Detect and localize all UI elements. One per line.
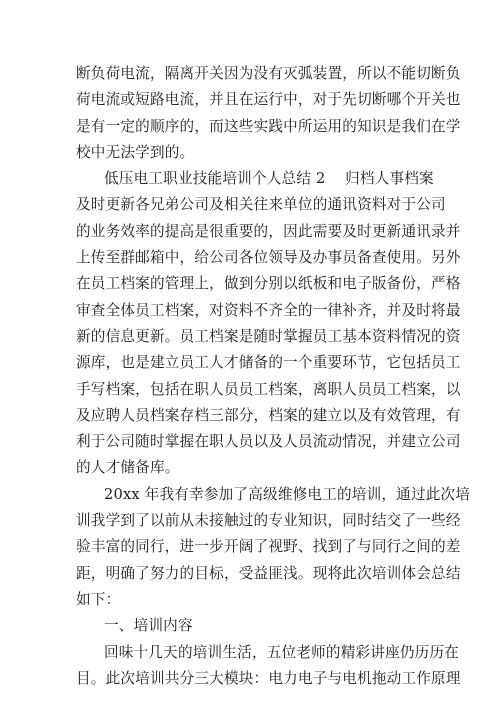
text-line: 的人才储备库。 <box>76 459 180 477</box>
paragraph-5 <box>76 640 461 693</box>
text-line: 在员工档案的管理上，做到分别以纸板和电子版备份，严格 <box>76 275 461 293</box>
subheading-line: 一、培训内容 <box>104 617 193 635</box>
text-line: 审查全体员工档案，对资料不齐全的一律补齐，并及时将最 <box>76 301 461 319</box>
text-line: 验丰富的同行，进一步开阔了视野、找到了与同行之间的差 <box>76 538 461 556</box>
text-line: 手写档案，包括在职人员员工档案，离职人员员工档案，以 <box>76 380 461 398</box>
text-line: 校中无法学到的。 <box>76 143 195 161</box>
text-line: 及时更新各兄弟公司及相关往来单位的通讯资料对于公司 <box>76 196 446 214</box>
text-line: 是有一定的顺序的，而这些实践中所运用的知识是我们在学 <box>76 117 461 135</box>
paragraph-3 <box>76 482 471 613</box>
text-line: 荷电流或短路电流，并且在运行中，对于先切断哪个开关也 <box>76 91 461 109</box>
text-line: 源库，也是建立员工人才储备的一个重要环节，它包括员工 <box>76 354 461 372</box>
paragraph-2 <box>76 166 461 482</box>
text-line: 的业务效率的提高是很重要的，因此需要及时更新通讯录并 <box>76 222 461 240</box>
text-line: 断负荷电流，隔离开关因为没有灭弧装置，所以不能切断负 <box>76 65 461 82</box>
paragraph-1 <box>76 61 461 166</box>
text-line: 20xx 年我有幸参加了高级维修电工的培训，通过此次培 <box>104 485 471 503</box>
document-page <box>76 61 471 692</box>
text-line: 如下： <box>76 590 121 608</box>
text-line: 回味十几天的培训生活，五位老师的精彩讲座仍历历在 <box>104 643 460 661</box>
text-line: 新的信息更新。员工档案是随时掌握员工基本资料情况的资 <box>76 327 461 345</box>
text-line: 距，明确了努力的目标，受益匪浅。现将此次培训体会总结 <box>76 564 461 582</box>
text-line: 上传至群邮箱中，给公司各位领导及办事员备查使用。另外 <box>76 249 461 267</box>
text-line: 利于公司随时掌握在职人员以及人员流动情况，并建立公司 <box>76 433 461 451</box>
section-heading-line: 低压电工职业技能培训个人总结 2 归档人事档案 <box>104 170 434 188</box>
text-line: 目。此次培训共分三大模块：电力电子与电机拖动工作原理 <box>76 669 461 687</box>
paragraph-4 <box>76 613 430 639</box>
text-line: 训我学到了以前从未接触过的专业知识，同时结交了一些经 <box>76 512 461 530</box>
text-line: 及应聘人员档案存档三部分，档案的建立以及有效管理，有 <box>76 406 461 424</box>
